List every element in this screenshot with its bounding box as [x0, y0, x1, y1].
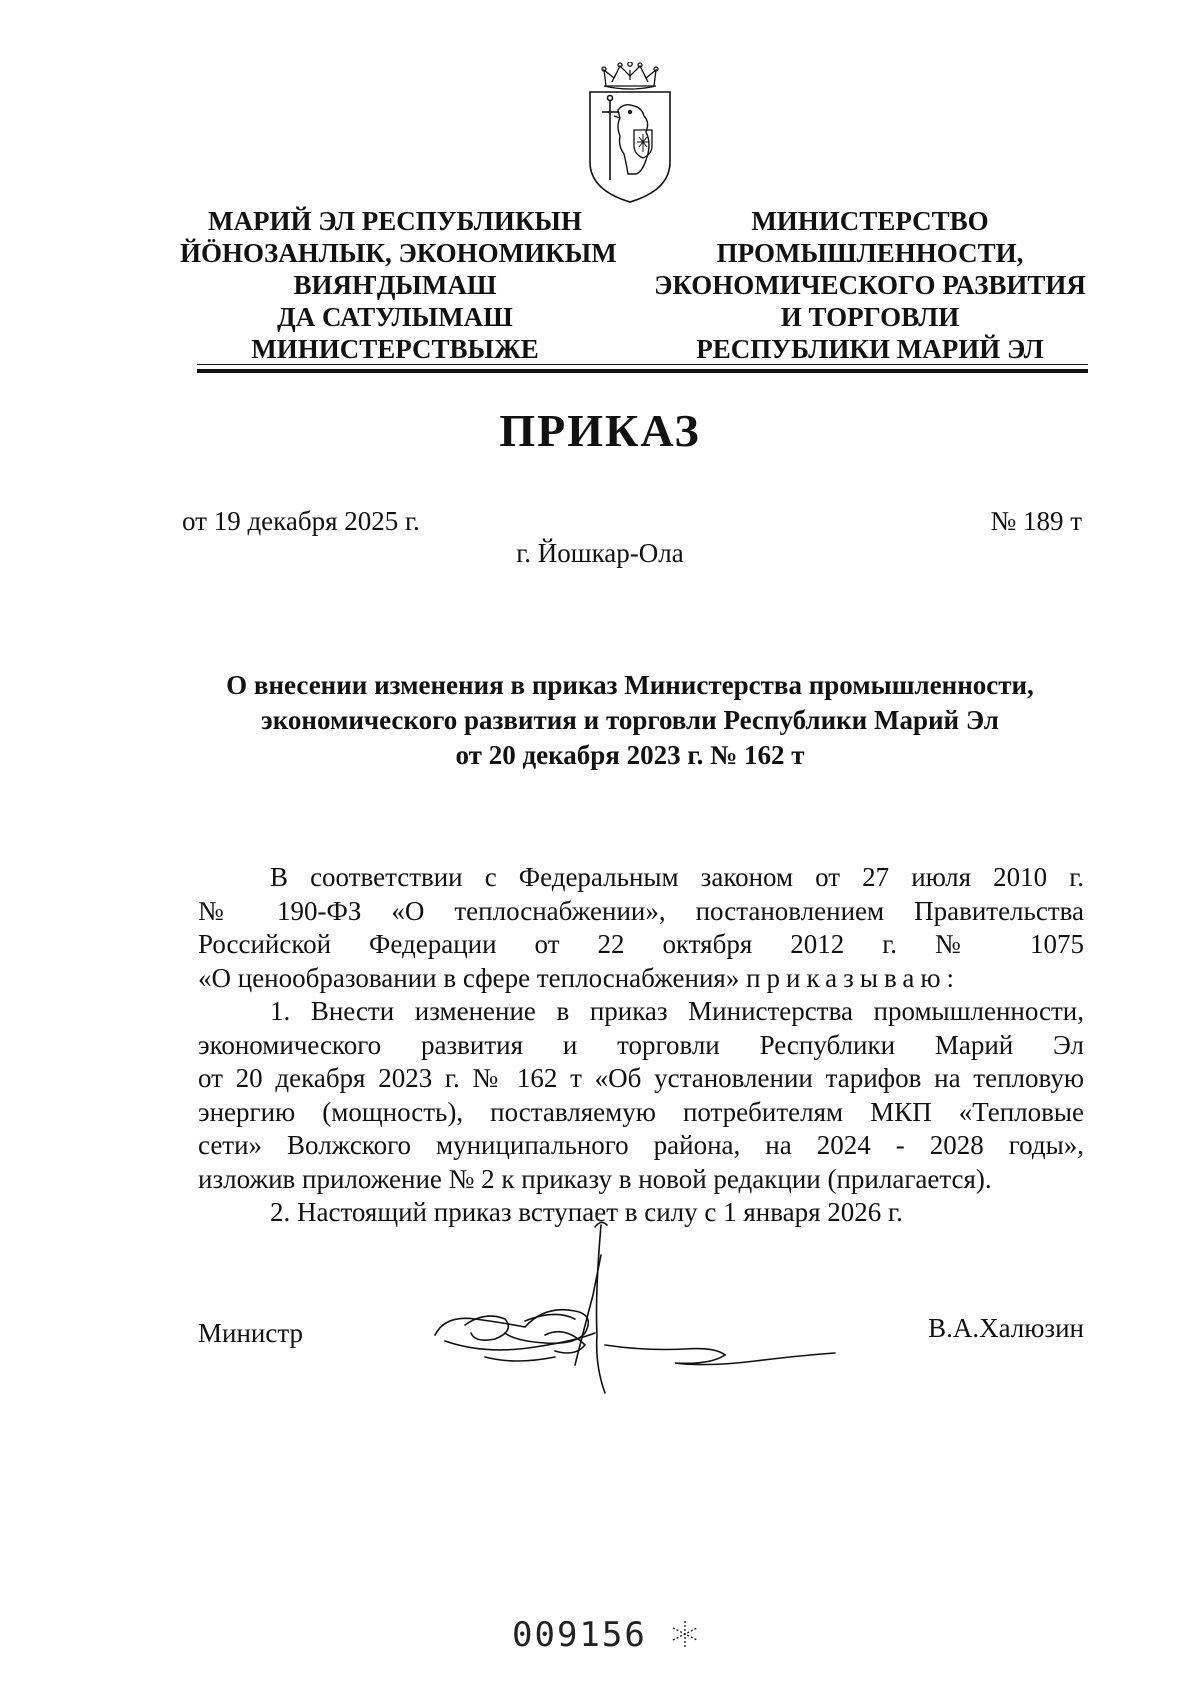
body-line: В соответствии с Федеральным законом от 27 июля 2010 г. [270, 862, 1084, 892]
order-body [198, 861, 1084, 1230]
coat-of-arms-icon [584, 62, 676, 212]
header-left-line: ДА САТУЛЫМАШ [277, 302, 513, 332]
body-line: изложив приложение № 2 к приказу в новой редакции (прилагается). [198, 1163, 992, 1194]
header-left-mari [180, 205, 617, 365]
subject-line: О внесении изменения в приказ Министерства промышленности, [226, 670, 1034, 700]
body-line: Российской Федерации от 22 октября 2012 г. № 1075 [198, 929, 1084, 959]
body-line: от 20 декабря 2023 г. № 162 т «Об установлении тарифов на тепловую [198, 1063, 1084, 1093]
body-line: 1. Внести изменение в приказ Министерства промышленности, [270, 996, 1084, 1026]
order-number: № 189 т [990, 506, 1082, 536]
body-line: № 190-ФЗ «О теплоснабжении», постановлением Правительства [198, 895, 1084, 926]
body-line: экономического развития и торговли Республики Марий Эл [198, 1029, 1084, 1060]
header-right-line: ПРОМЫШЛЕННОСТИ, [716, 238, 1024, 268]
subject-line: экономического развития и торговли Республики Марий Эл [261, 705, 999, 735]
signatory-title: Министр [198, 1318, 303, 1348]
body-line: энергию (мощность), поставляемую потребителям МКП «Тепловые [198, 1096, 1084, 1127]
order-verb: приказываю: [746, 962, 961, 993]
order-subject [180, 668, 1080, 773]
header-left-line: МАРИЙ ЭЛ РЕСПУБЛИКЫН [208, 206, 582, 236]
asterisk-mark-icon [670, 1619, 700, 1649]
order-city: г. Йошкар-Ола [516, 538, 684, 568]
subject-line: от 20 декабря 2023 г. № 162 т [455, 740, 805, 770]
document-title: ПРИКАЗ [499, 405, 701, 456]
header-divider-thick [197, 369, 1088, 373]
header-right-line: ЭКОНОМИЧЕСКОГО РАЗВИТИЯ [654, 270, 1086, 300]
header-left-line: ЙӦНОЗАНЛЫК, ЭКОНОМИКЫМ [180, 238, 617, 268]
header-left-line: ВИЯҤДЫМАШ [293, 270, 497, 300]
body-line: сети» Волжского муниципального района, на 2024 - 2028 годы», [198, 1130, 1084, 1160]
header-right-russian [650, 205, 1090, 365]
header-left-line: МИНИСТЕРСТВЫЖЕ [251, 334, 539, 364]
order-date: от 19 декабря 2025 г. [182, 506, 420, 536]
body-line: 2. Настоящий приказ вступает в силу с 1 января 2026 г. [270, 1197, 903, 1227]
handwritten-signature [425, 1215, 885, 1415]
body-line [198, 962, 1084, 996]
header-divider-thin [197, 364, 1088, 365]
document-serial-number: 009156 [512, 1615, 647, 1655]
header-right-line: РЕСПУБЛИКИ МАРИЙ ЭЛ [696, 334, 1044, 364]
header-right-line: МИНИСТЕРСТВО [751, 206, 989, 236]
header-right-line: И ТОРГОВЛИ [780, 302, 960, 332]
body-text: «О ценообразовании в сфере теплоснабжения» [198, 962, 740, 993]
signatory-name: В.А.Халюзин [928, 1313, 1084, 1343]
